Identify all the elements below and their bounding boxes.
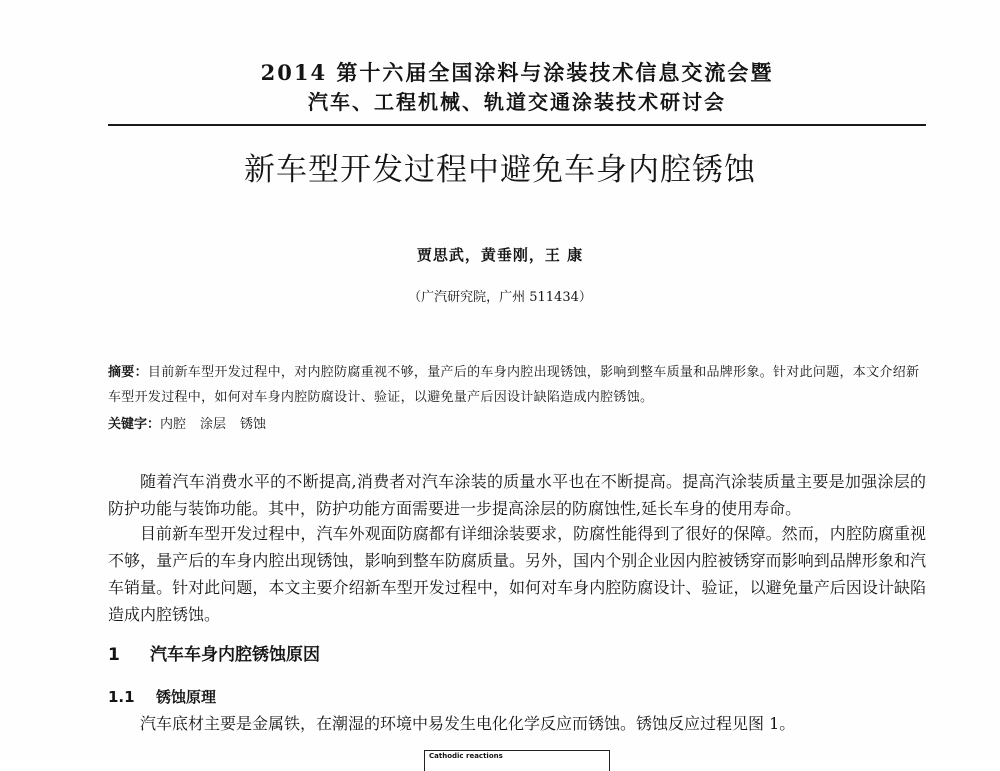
body-paragraph-3 bbox=[108, 710, 926, 737]
subsection-number: 1.1 bbox=[108, 688, 135, 706]
paper-affiliation: （广汽研究院，广州 511434） bbox=[408, 290, 592, 305]
section-title: 汽车车身内腔锈蚀原因 bbox=[150, 645, 320, 665]
body-paragraph-1-text: 随着汽车消费水平的不断提高,消费者对汽车涂装的质量水平也在不断提高。提高汽涂装质量主要是加强涂层的防护功能与装饰功能。其中，防护功能方面需要进一步提高涂层的防腐蚀性,延长车身的使用寿命。 bbox=[108, 472, 926, 518]
keyword-item: 涂层 bbox=[200, 417, 227, 432]
body-paragraph-2 bbox=[108, 520, 926, 628]
keyword-item: 内腔 bbox=[160, 417, 187, 432]
subsection-title: 锈蚀原理 bbox=[156, 688, 217, 706]
body-paragraph-3-text: 汽车底材主要是金属铁，在潮湿的环境中易发生电化化学反应而锈蚀。锈蚀反应过程见图 1。 bbox=[140, 714, 796, 733]
conference-header-line1: 2014 第十六届全国涂料与涂装技术信息交流会暨 bbox=[260, 60, 774, 85]
abstract-text: 目前新车型开发过程中，对内腔防腐重视不够，量产后的车身内腔出现锈蚀，影响到整车质量和品牌形象。针对此问题，本文介绍新车型开发过程中，如何对车身内腔防腐设计、验证，以避免量产后因设计缺陷造成内腔锈蚀。 bbox=[108, 365, 920, 405]
body-paragraph-1 bbox=[108, 468, 926, 522]
header-rule bbox=[108, 124, 926, 126]
figure-label: Cathodic reactions bbox=[429, 752, 503, 760]
abstract bbox=[108, 360, 926, 410]
keywords-label: 关键字： bbox=[108, 417, 161, 432]
subsection-heading-1-1 bbox=[108, 686, 216, 708]
paper-authors: 贾思武，黄垂刚，王 康 bbox=[416, 246, 584, 264]
keyword-item: 锈蚀 bbox=[240, 417, 267, 432]
conference-header bbox=[108, 58, 926, 116]
body-paragraph-2-text: 目前新车型开发过程中，汽车外观面防腐都有详细涂装要求，防腐性能得到了很好的保障。然而，内腔防腐重视不够，量产后的车身内腔出现锈蚀，影响到整车防腐质量。另外，国内个别企业因内腔被锈穿而影响到品牌形象和汽车销量。针对此问题，本文主要介绍新车型开发过程中，如何对车身内腔防腐设计、验证，以避免量产后因设计缺陷造成内腔锈蚀。 bbox=[108, 524, 926, 624]
conference-header-line2: 汽车、工程机械、轨道交通涂装技术研讨会 bbox=[308, 90, 726, 114]
section-heading-1 bbox=[108, 642, 320, 668]
paper-title: 新车型开发过程中避免车身内腔锈蚀 bbox=[244, 152, 756, 188]
figure-1-top bbox=[424, 750, 610, 771]
keywords bbox=[108, 412, 926, 437]
abstract-label: 摘要： bbox=[108, 365, 148, 380]
section-number: 1 bbox=[108, 645, 120, 665]
